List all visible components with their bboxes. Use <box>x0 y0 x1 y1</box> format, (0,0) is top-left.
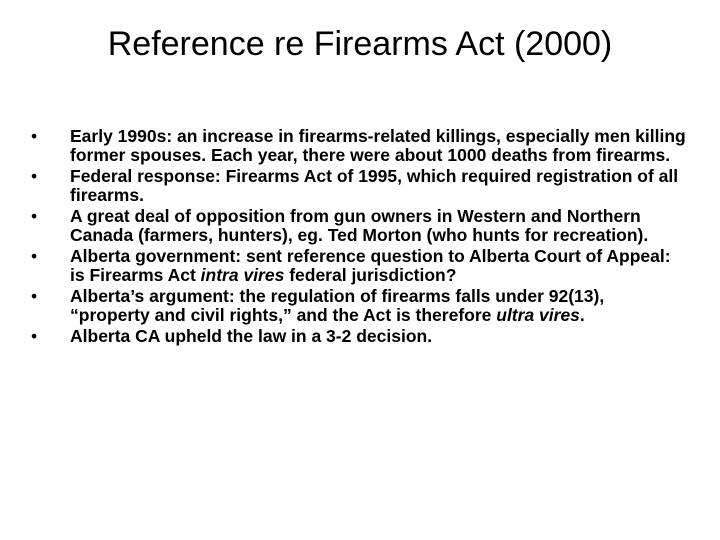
bullet-marker: • <box>31 166 38 186</box>
bullet-marker: • <box>31 206 38 226</box>
latin-term: ultra vires <box>496 305 580 325</box>
bullet-marker: • <box>31 286 38 306</box>
bullet-text: Early 1990s: an increase in firearms-related killings, especially men killing former spouses. Each year, there were about 1000 deaths from firearms. <box>70 126 686 165</box>
bullet-text: A great deal of opposition from gun owners in Western and Northern Canada (farmers, hunters), eg. Ted Morton (who hunts for recreation). <box>70 206 649 245</box>
bullet-item <box>27 287 687 325</box>
bullet-text: Alberta’s argument: the regulation of firearms falls under 92(13), “property and civil rights,” and the Act is therefore ultra vires. <box>70 286 605 325</box>
bullet-marker: • <box>31 126 38 146</box>
bullet-item <box>27 127 687 165</box>
bullet-text: Alberta CA upheld the law in a 3-2 decision. <box>70 326 433 346</box>
bullet-item <box>27 247 687 285</box>
bullet-list <box>27 127 687 348</box>
bullet-text: Federal response: Firearms Act of 1995, which required registration of all firearms. <box>70 166 679 205</box>
bullet-marker: • <box>31 246 38 266</box>
bullet-text: Alberta government: sent reference question to Alberta Court of Appeal: is Firearms Act intra vires federal jurisdiction? <box>70 246 671 285</box>
bullet-item <box>27 167 687 205</box>
slide-title: Reference re Firearms Act (2000) <box>107 25 613 63</box>
bullet-marker: • <box>31 326 38 346</box>
bullet-item <box>27 207 687 245</box>
latin-term: intra vires <box>200 265 285 285</box>
bullet-item <box>27 327 687 346</box>
